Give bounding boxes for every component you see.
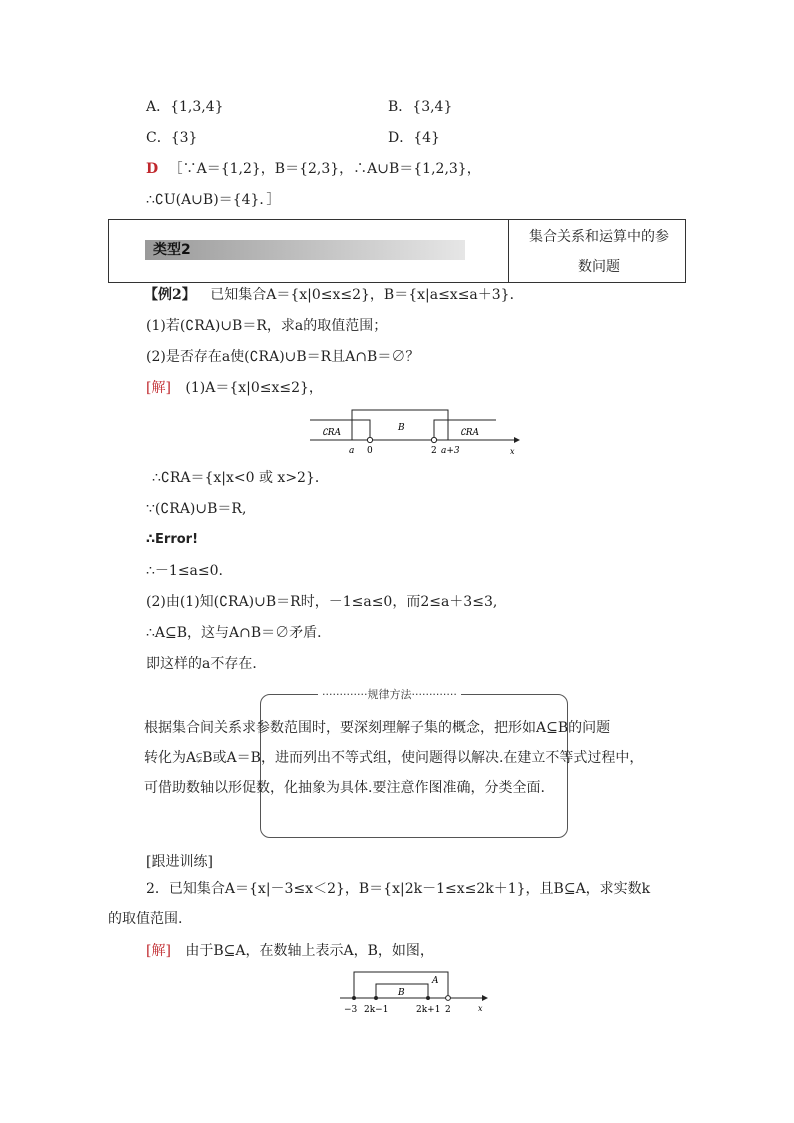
choice-b: B．{3,4}: [388, 99, 453, 115]
solution-text: (1)A＝{x|0≤x≤2}，: [185, 380, 323, 396]
label-minus3: −3: [344, 1005, 358, 1015]
label-set-b: B: [398, 988, 405, 998]
step-4: ∴－1≤a≤0.: [146, 563, 223, 579]
practice-question-2: 的取值范围.: [108, 911, 183, 927]
choice-a: A．{1,3,4}: [146, 99, 224, 115]
label-a: a: [349, 446, 355, 456]
label-set-a: A: [432, 976, 439, 986]
example-question-1: (1)若(∁RA)∪B＝R，求a的取值范围；: [146, 318, 388, 334]
practice-question: 2．已知集合A＝{x|－3≤x＜2}，B＝{x|2k－1≤x≤2k＋1}，且B⊆A，求实数k: [146, 881, 651, 897]
method-line-3: 可借助数轴以形促数，化抽象为具体.要注意作图准确，分类全面.: [144, 780, 545, 796]
example-tag: 【例2】: [144, 287, 196, 303]
open-point-zero: [367, 437, 372, 442]
type-box: [108, 219, 686, 283]
example-text: 已知集合A＝{x|0≤x≤2}，B＝{x|a≤x≤a＋3}．: [210, 287, 524, 303]
open-point-2: [446, 996, 451, 1001]
label-zero: 0: [367, 446, 373, 456]
step-7: 即这样的a不存在．: [146, 656, 267, 672]
label-b: B: [398, 423, 405, 433]
label-2k+1: 2k+1: [416, 1005, 441, 1015]
choice-c: C．{3}: [146, 130, 198, 146]
type-title-line-2: 数问题: [578, 259, 620, 275]
label-comp-left: ∁RA: [322, 428, 342, 438]
open-point-two: [431, 437, 436, 442]
step-3: ∴Error!: [146, 532, 199, 547]
type-label: 类型2: [153, 242, 191, 258]
step-6: ∴A⊆B，这与A∩B＝∅矛盾．: [146, 625, 332, 641]
label-2k-1: 2k−1: [364, 1005, 389, 1015]
label-2: 2: [445, 1005, 451, 1015]
step-1: ∴∁RA＝{x|x<0 或 x>2}．: [152, 470, 329, 486]
number-line-figure-2: [336, 968, 496, 1018]
method-line-1: 根据集合间关系求参数范围时，要深刻理解子集的概念，把形如A⊆B的问题: [144, 720, 611, 736]
axis-arrow-2: [482, 995, 488, 1001]
type-title-line-1: 集合关系和运算中的参: [529, 229, 669, 245]
label-x-2: x: [478, 1004, 483, 1013]
method-line-2: 转化为A⫋B或A＝B，进而列出不等式组，使问题得以解决.在建立不等式过程中，: [144, 750, 644, 766]
label-two: 2: [431, 446, 437, 456]
solution-tag: [解]: [146, 380, 171, 396]
axis-arrow: [514, 437, 520, 443]
closed-point-2k+1: [426, 996, 430, 1000]
label-a3: a+3: [441, 446, 460, 456]
number-line-figure-1: [300, 404, 530, 460]
practice-solution-text: 由于B⊆A，在数轴上表示A，B，如图，: [185, 943, 434, 959]
method-tag: ·············规律方法·············: [318, 686, 461, 702]
choice-d: D．{4}: [388, 130, 440, 146]
label-x: x: [510, 447, 515, 456]
answer-line-1: [146, 159, 481, 179]
closed-point-2k-1: [374, 996, 378, 1000]
answer-line-2: ∴∁U(A∪B)＝{4}．］: [146, 192, 281, 208]
solution-line-1: [146, 378, 323, 398]
closed-point-minus3: [352, 996, 356, 1000]
step-5: (2)由(1)知(∁RA)∪B＝R时，－1≤a≤0，而2≤a＋3≤3,: [146, 594, 498, 610]
example-line: [144, 285, 524, 305]
practice-solution-tag: [解]: [146, 943, 171, 959]
type-title: [511, 220, 687, 284]
type-gradient-bar: [145, 240, 465, 260]
step-2: ∵(∁RA)∪B＝R,: [146, 501, 247, 517]
example-question-2: (2)是否存在a使(∁RA)∪B＝R且A∩B＝∅？: [146, 349, 420, 365]
type-box-left: [109, 220, 509, 282]
label-comp-right: ∁RA: [460, 428, 480, 438]
practice-solution: [146, 941, 434, 961]
answer-explanation: ［∵A＝{1,2}，B＝{2,3}，∴A∪B＝{1,2,3}，: [168, 161, 481, 177]
practice-tag: [跟进训练]: [146, 854, 213, 870]
answer-letter: D: [146, 161, 159, 177]
